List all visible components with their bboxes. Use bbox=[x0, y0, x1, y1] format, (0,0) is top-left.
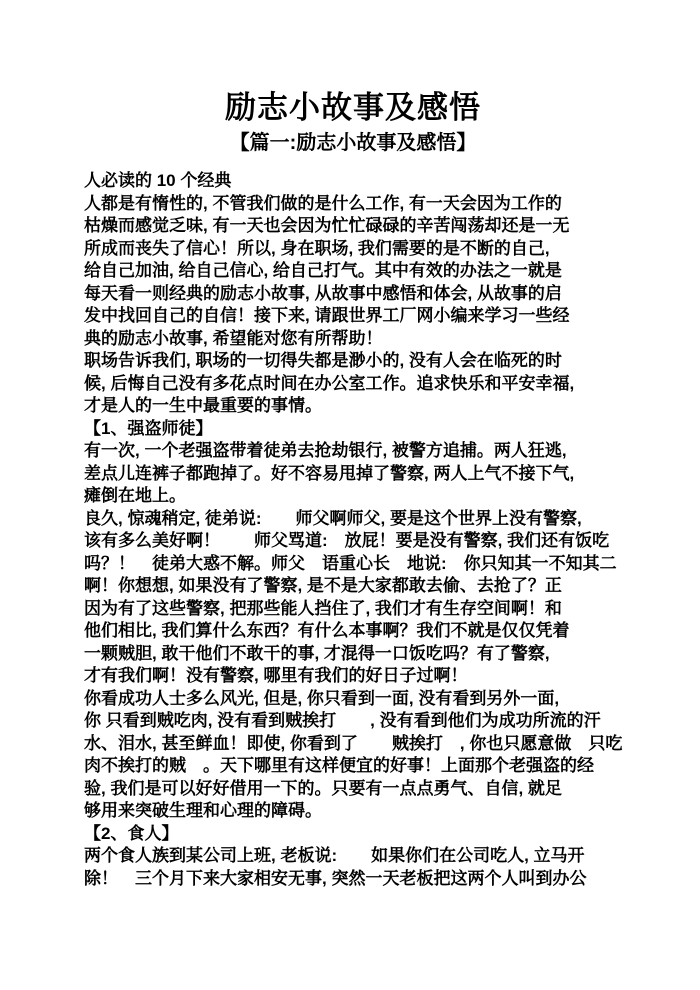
text-line: 啊！你想想, 如果没有了警察, 是不是大家都敢去偷、去抢了？正 bbox=[84, 576, 562, 595]
text-line: 发中找回自己的自信！接下来, 请跟世界工厂网小编来学习一些经 bbox=[84, 306, 570, 325]
text-line: 吗？！ 徒弟大惑不解。师父 语重心长 地说: 你只知其一不知其二 bbox=[84, 553, 617, 573]
text-line: 候, 后悔自己没有多花点时间在办公室工作。追求快乐和平安幸福, bbox=[84, 373, 575, 393]
text-line: 他们相比, 我们算什么东西？有什么本事啊？我们不就是仅仅凭着 bbox=[84, 621, 570, 640]
text-line: 所成而丧失了信心！所以, 身在职场, 我们需要的是不断的自己, bbox=[84, 238, 550, 258]
text-line: 职场告诉我们, 职场的一切得失都是渺小的, 没有人会在临死的时 bbox=[84, 351, 562, 370]
text-line: 肉不挨打的贼 。天下哪里有这样便宜的好事！上面那个老强盗的经 bbox=[84, 756, 594, 775]
text-line: 除！ 三个月下来大家相安无事, 突然一天老板把这两个人叫到办公 bbox=[84, 868, 587, 888]
text-line: 才是人的一生中最重要的事情。 bbox=[84, 396, 322, 415]
text-line: 该有多么美好啊！ 师父骂道: 放屁！要是没有警察, 我们还有饭吃 bbox=[84, 531, 610, 550]
text-line: 你 只看到贼吃肉, 没有看到贼挨打 , 没有看到他们为成功所流的汗 bbox=[84, 711, 601, 730]
text-line: 水、泪水, 甚至鲜血！即使, 你看到了 贼挨打 , 你也只愿意做 只吃 bbox=[84, 733, 623, 753]
text-line: 验, 我们是可以好好借用一下的。只要有一点点勇气、自信, 就足 bbox=[84, 778, 562, 798]
text-line: 每天看一则经典的励志小故事, 从故事中感悟和体会, 从故事的启 bbox=[84, 283, 562, 303]
document-subtitle: 【篇一:励志小故事及感悟】 bbox=[229, 132, 477, 154]
text-line: 枯燥而感觉乏味, 有一天也会因为忙忙碌碌的辛苦闯荡却还是一无 bbox=[84, 216, 570, 235]
text-line: 典的励志小故事, 希望能对您有所帮助！ bbox=[84, 328, 383, 348]
text-line: 你看成功人士多么风光, 但是, 你只看到一面, 没有看到另外一面, bbox=[84, 688, 560, 708]
body-text bbox=[84, 170, 622, 890]
text-line: 给自己加油, 给自己信心, 给自己打气。其中有效的办法之一就是 bbox=[84, 261, 562, 280]
text-line: 人必读的 10 个经典 bbox=[84, 171, 232, 190]
text-line: 才有我们啊！没有警察, 哪里有我们的好日子过啊！ bbox=[84, 666, 468, 685]
text-line: 够用来突破生理和心理的障碍。 bbox=[84, 801, 322, 820]
text-line: 【2、食人】 bbox=[84, 823, 179, 843]
text-line: 良久, 惊魂稍定, 徒弟说: 师父啊师父, 要是这个世界上没有警察, bbox=[84, 508, 582, 528]
text-line: 【1、强盗师徒】 bbox=[84, 418, 213, 438]
text-line: 因为有了这些警察, 把那些能人挡住了, 我们才有生存空间啊！和 bbox=[84, 598, 562, 618]
text-line: 有一次, 一个老强盗带着徒弟去抢劫银行, 被警方追捕。两人狂逃, bbox=[84, 441, 567, 460]
text-line: 差点儿连裤子都跑掉了。好不容易甩掉了警察, 两人上气不接下气, bbox=[84, 463, 575, 483]
document-title: 励志小故事及感悟 bbox=[225, 90, 481, 125]
text-line: 两个食人族到某公司上班, 老板说: 如果你们在公司吃人, 立马开 bbox=[84, 846, 585, 865]
text-line: 瘫倒在地上。 bbox=[84, 486, 186, 505]
text-line: 人都是有惰性的, 不管我们做的是什么工作, 有一天会因为工作的 bbox=[84, 193, 562, 213]
text-line: 一颗贼胆, 敢干他们不敢干的事, 才混得一口饭吃吗？有了警察, bbox=[84, 643, 550, 663]
